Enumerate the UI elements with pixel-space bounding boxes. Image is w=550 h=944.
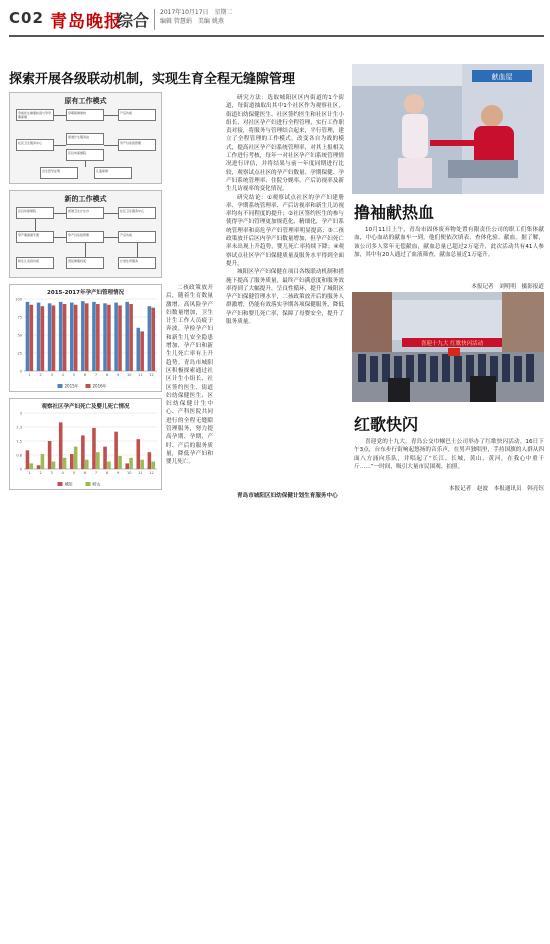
x-tick-label: 4 xyxy=(61,471,64,475)
flow-box: 新生儿家庭访视 xyxy=(16,257,54,269)
flow-box: 孕产妇系统管理 xyxy=(66,231,104,243)
bar xyxy=(30,305,34,371)
bar xyxy=(74,305,78,371)
chart-2-frame xyxy=(9,398,162,490)
bar xyxy=(140,331,144,371)
x-tick-label: 12 xyxy=(149,471,154,475)
bar xyxy=(81,301,85,371)
bar xyxy=(125,302,129,371)
flow-connector xyxy=(35,219,36,231)
flow-box: 孕期保健建档 xyxy=(66,109,104,121)
issue-weekday: 星期二 xyxy=(214,9,233,16)
y-tick-label: 1.5 xyxy=(16,439,22,444)
main-headline: 探索开展各级联动机制，实现生育全程无缝隙管理 xyxy=(9,72,296,87)
y-tick-label: 0.8 xyxy=(16,453,22,458)
section-name: 综合 xyxy=(117,11,150,30)
flow-box: 孕前优生健康检查与孕早期保健 xyxy=(16,109,54,121)
main-story-col2 xyxy=(226,94,344,488)
legend-label: 城阳 xyxy=(64,481,73,487)
x-tick-label: 1 xyxy=(28,471,31,475)
flow-box: 区妇幼保健院 xyxy=(16,207,54,219)
bar xyxy=(59,422,63,469)
bar xyxy=(129,458,133,469)
bar xyxy=(85,303,89,371)
bar xyxy=(114,303,118,371)
x-tick-label: 8 xyxy=(106,471,109,475)
bar xyxy=(48,303,52,371)
chart-1-frame xyxy=(9,284,162,392)
bar xyxy=(92,302,96,371)
page-number: C02 xyxy=(9,9,44,27)
y-tick-label: 100 xyxy=(15,297,22,302)
y-tick-label: 50 xyxy=(17,333,22,338)
flow-box: 社区卫生服务中心 xyxy=(16,139,54,151)
x-tick-label: 9 xyxy=(117,373,120,377)
bar xyxy=(140,460,144,469)
flow-connector xyxy=(54,213,66,214)
bar xyxy=(107,305,111,371)
x-tick-label: 8 xyxy=(106,373,109,377)
col2-paragraph: 研究方法：选取城阳区区内街道的1个街道，每街道抽取出其中1个社区作为观察社区，街道妇幼保健医生、社区签约医生和社区计生小组长，对社区孕产妇进行全程管理，实行工作职责对接，将服务与管理结合起来，平行管理，建立了全程管理的工作模式，改变各自为战的模式，提高社区孕产妇系统管理率，对其上报相关工作进行考核，每年一对社区孕产妇系统管理情况进行评估，并将结果与前一年度同期进行比较，观察试点社区的孕产妇数量、孕期保健、孕产妇系统管理率、住院分娩率、产后访视率及新生儿访视率的变化情况。 xyxy=(226,95,344,193)
x-tick-label: 2 xyxy=(39,471,42,475)
flow-box: 居民健康档案 xyxy=(66,257,104,269)
header-divider xyxy=(154,9,155,30)
x-tick-label: 3 xyxy=(50,471,53,475)
feature1-byline: 本报记者 刘明明 摄影报道 xyxy=(471,284,544,290)
bar xyxy=(70,303,74,371)
flash-mob-photo xyxy=(352,292,544,402)
bar xyxy=(41,306,45,371)
x-tick-label: 10 xyxy=(127,373,132,377)
x-tick-label: 1 xyxy=(28,373,31,377)
flow-box: 儿童保健 xyxy=(94,167,132,179)
y-tick-label: 0 xyxy=(19,369,22,374)
bar xyxy=(136,439,140,469)
x-tick-label: 4 xyxy=(61,373,64,377)
bar xyxy=(125,463,129,469)
x-tick-label: 10 xyxy=(127,471,132,475)
bar xyxy=(30,463,34,469)
old-workflow-title: 原有工作模式 xyxy=(64,97,107,105)
page-header xyxy=(9,6,544,36)
flow-connector xyxy=(54,237,66,238)
x-tick-label: 12 xyxy=(149,373,154,377)
flow-connector xyxy=(54,145,66,146)
flow-box: 社区卫生服务中心 xyxy=(118,207,156,219)
y-tick-label: 0 xyxy=(19,467,22,472)
bar xyxy=(107,462,111,469)
x-tick-label: 2 xyxy=(39,373,42,377)
legend-swatch xyxy=(86,384,91,388)
bar xyxy=(63,458,67,469)
feature2-title: 红歌快闪 xyxy=(354,415,419,434)
bar xyxy=(148,306,152,371)
x-tick-label: 7 xyxy=(94,471,98,475)
header-rule xyxy=(9,35,544,37)
header-meta xyxy=(160,8,239,26)
bar xyxy=(118,456,122,469)
y-tick-label: 25 xyxy=(17,351,22,356)
bar xyxy=(96,304,100,371)
bar xyxy=(136,328,140,371)
flash-mob-illustration xyxy=(352,292,544,402)
blood-donation-illustration xyxy=(352,64,544,194)
flow-connector xyxy=(104,213,118,214)
bar xyxy=(96,452,100,469)
main-story-col1 xyxy=(166,284,213,664)
bar xyxy=(26,302,30,371)
flow-connector xyxy=(85,161,86,167)
flow-connector xyxy=(104,145,118,146)
legend-swatch xyxy=(86,482,91,486)
editor-credit: 编辑 管慧娟 xyxy=(160,18,192,25)
x-tick-label: 5 xyxy=(72,471,75,475)
bar xyxy=(63,304,67,371)
bar xyxy=(48,441,52,469)
designer-credit: 美编 姚燕 xyxy=(197,18,224,25)
feature2-paragraph: 喜迎党的十九大，青岛公交巾帼巴士公司举办了红歌快闪活动。16日下午3点，台东步行街响起悠扬的音乐声，在男声独唱里，手持国旗的人群从四面八方涌向乐队，并唱起了“长江、长城，黄山、黄河，在我心中重千斤……”一时间，吸引大量市民围观、拍照。 xyxy=(354,439,544,470)
col2-paragraph: 研究结论：①观察试点社区的孕产妇建册率、孕期系统管理率、产后访视率和新生儿访视率均有不同程度的提升；②社区签约医生的参与使得孕产妇管理更加规范化、精细化，孕产妇系统管理率和高危孕产妇管理率明显提高；③二孩政策放开后区内孕产妇数量增加，但孕产妇死亡率未出现上升趋势，婴儿死亡率持续下降；④观察试点社区孕产妇保健质量及服务水平得到全面提升。 xyxy=(226,194,344,267)
flow-box: 孕产期保健手册 xyxy=(16,231,54,243)
y-tick-label: 2.3 xyxy=(16,425,22,430)
bar xyxy=(37,465,41,469)
bar xyxy=(103,447,107,469)
legend-label: 2015年 xyxy=(64,383,79,389)
x-tick-label: 11 xyxy=(138,471,143,475)
legend-swatch xyxy=(58,384,63,388)
legend-label: 崂山 xyxy=(92,481,101,487)
old-workflow-diagram xyxy=(9,92,162,184)
main-story-byline xyxy=(226,492,344,516)
x-tick-label: 11 xyxy=(138,373,143,377)
y-tick-label: 3 xyxy=(19,411,22,416)
bar xyxy=(74,447,78,469)
bar xyxy=(41,454,45,469)
bar xyxy=(52,462,56,469)
main-byline-text: 青岛市城阳区妇幼保健计划生育服务中心 xyxy=(237,493,338,499)
col2-paragraph: 城阳区孕产妇保健在项目各级联动机制和措施下提高了服务质量，最终产妇满意度和服务效率得到了大幅提升，呈良性循环，提升了城阳区孕产妇保健管理水平，二孩政策放开后的服务人群激增，仍能有效落实孕期各项保健服务，降低孕产妇和婴儿死亡率，保障了母婴安全，提升了服务质量。 xyxy=(226,269,344,326)
flow-connector xyxy=(104,237,118,238)
bar xyxy=(92,428,96,469)
legend-label: 2016年 xyxy=(92,383,107,389)
bar xyxy=(151,308,155,371)
flow-box: 产后访视 xyxy=(118,109,156,121)
flow-box: 区妇幼保健院 xyxy=(66,149,104,161)
feature1-title: 撸袖献热血 xyxy=(354,203,435,222)
blood-donation-photo xyxy=(352,64,544,194)
issue-date: 2017年10月17日 xyxy=(160,9,209,16)
flow-connector xyxy=(104,115,118,116)
bar xyxy=(26,450,30,469)
bar xyxy=(103,303,107,371)
x-tick-label: 5 xyxy=(72,373,75,377)
legend-swatch xyxy=(58,482,63,486)
flow-box: 街道计生服务站 xyxy=(66,133,104,145)
chart-title: 观察社区孕产妇死亡及婴儿死亡情况 xyxy=(41,404,130,410)
x-tick-label: 7 xyxy=(94,373,98,377)
new-workflow-title: 新的工作模式 xyxy=(64,195,107,203)
flow-connector xyxy=(85,243,86,257)
photo-sign: 献血屋 xyxy=(491,73,513,81)
flow-connector xyxy=(137,243,138,257)
bar xyxy=(129,304,133,371)
x-tick-label: 6 xyxy=(83,471,87,475)
feature2-byline: 本报记者 赵波 本报通讯员 韩亮钰 xyxy=(448,486,544,492)
flow-box: 出生医学证明 xyxy=(40,167,78,179)
banner-text: 喜迎十九大 红歌快闪活动 xyxy=(420,341,484,347)
x-tick-label: 9 xyxy=(117,471,120,475)
feature1-body xyxy=(354,226,544,284)
col1-paragraph: 二孩政策放开后，随着生育数量激增，高风险孕产妇数量增加，卫生计生工作人员疲于奔波。孕检孕产妇和新生儿安全隐患增加，孕产妇和新生儿死亡率有上升趋势。青岛市城阳区积极探索通过社区计生小组长、社区签约医生、街道妇幼保健医生、区妇幼保健计生中心、产科医院共同进行的全程无缝隙管理服务，努力提高孕期、孕期、产时、产后的服务质量，降低孕产妇和婴儿死亡。 xyxy=(166,285,213,466)
new-workflow-diagram xyxy=(9,190,162,278)
flow-box: 计划生育服务 xyxy=(118,257,156,269)
bar xyxy=(52,305,56,371)
y-tick-label: 75 xyxy=(17,315,22,320)
chart-title: 2015-2017年孕产妇管理情况 xyxy=(47,290,124,296)
flow-box: 产后访视 xyxy=(118,231,156,243)
newspaper-name: 青岛晚报 xyxy=(50,12,122,32)
flow-box: 街道卫生计生办 xyxy=(66,207,104,219)
flow-connector xyxy=(54,115,66,116)
management-bar-chart xyxy=(10,285,161,391)
bar xyxy=(70,454,74,469)
x-tick-label: 3 xyxy=(50,373,53,377)
bar xyxy=(59,302,63,371)
bar xyxy=(114,432,118,469)
bar xyxy=(148,452,152,469)
bar xyxy=(85,460,89,469)
x-tick-label: 6 xyxy=(83,373,87,377)
mortality-bar-chart xyxy=(10,399,161,489)
feature1-paragraph: 10月11日上午，青岛市固体废弃物处置有限责任公司的职工们集体献血，中心血站的献血车一到，他们便依次填表、查体化验、献血。据了解，该公司多人常年无偿献血，献血总量已超过2万毫升，此次活动共有41人参加，其中有20人通过了血液筛查，献血总量近1万毫升。 xyxy=(354,227,544,258)
bar xyxy=(37,303,41,371)
bar xyxy=(118,305,122,371)
bar xyxy=(151,462,155,469)
flow-box: 孕产妇系统管理 xyxy=(118,139,156,151)
bar xyxy=(81,435,85,469)
